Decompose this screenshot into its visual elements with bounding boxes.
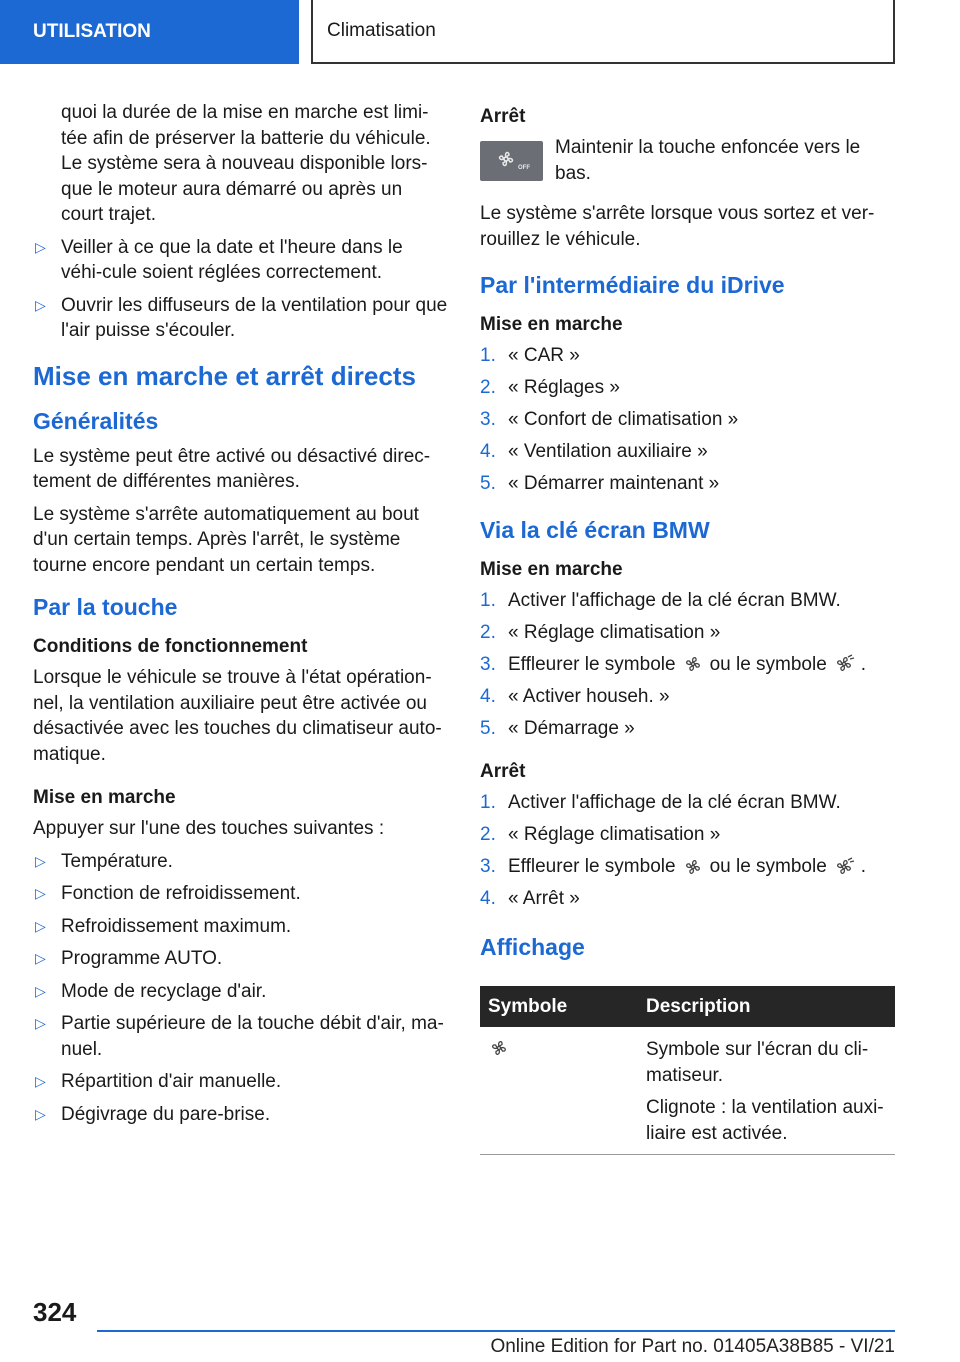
prerequisite-list [33,235,448,344]
section-heading: Mise en marche et arrêt directs [33,360,416,391]
subsection-heading-touche: Par la touche [33,594,178,620]
table-row [480,1027,895,1155]
list-item: 3. Effleurer le symbole ou le symbole . [480,856,867,877]
chapter-title: Climatisation [327,20,436,42]
column-header-description: Description [638,986,895,1028]
chapter-header [311,0,895,64]
footer-edition: Online Edition for Part no. 01405A38B85 - VI/21 [490,1336,895,1357]
triangle-bullet-icon: ▷ [35,852,46,869]
symbol-table [480,986,895,1156]
section-label: UTILISATION [33,21,151,43]
list-item: 3. « Confort de climatisation » [480,409,739,430]
heading-conditions: Conditions de fonctionnement [33,636,308,657]
triangle-bullet-icon: ▷ [35,885,46,901]
list-item: 5. « Démarrer maintenant » [480,473,720,494]
list-item: ▷ Mode de recyclage d'air. [33,979,448,1005]
subsection-heading-idrive: Par l'intermédiaire du iDrive [480,272,785,298]
list-item: 1. Activer l'affichage de la clé écran BMW. [480,792,841,813]
list-item: 2. « Réglage climatisation » [480,824,721,845]
list-item: ▷ Répartition d'air manuelle. [33,1069,448,1095]
left-column [33,100,448,1134]
fan-active-icon [833,856,855,878]
description-cell: Symbole sur l'écran du cli-matiseur. Clignote : la ventilation auxi-liaire est activée. [638,1027,895,1155]
cle-marche-steps [480,588,895,742]
list-item: ▷ Ouvrir les diffuseurs de la ventilation pour que l'air puisse s'écouler. [35,294,448,341]
triangle-bullet-icon: ▷ [35,296,46,313]
right-column [480,100,895,1155]
cle-arret-steps [480,790,895,912]
symbol-cell [480,1027,638,1155]
fan-outline-icon [682,856,704,878]
heading-cle-mise-en-marche: Mise en marche [480,558,623,580]
list-item: ▷ Veiller à ce que la date et l'heure dans le véhi-cule soient réglées correctement. [35,236,403,283]
list-item: 1. Activer l'affichage de la clé écran BMW. [480,589,841,611]
svg-text:OFF: OFF [517,165,530,171]
off-button-row [480,135,895,193]
heading-cle-arret: Arrêt [480,761,526,782]
paragraph: Le système s'arrête lorsque vous sortez et ver-rouillez le véhicule. [480,203,875,250]
table-header-row [480,986,895,1028]
fan-outline-icon [488,1037,510,1059]
ventilation-off-button-image [480,141,543,181]
heading-idrive-mise-en-marche: Mise en marche [480,314,623,335]
list-item: ▷ Programme AUTO. [33,946,448,972]
subsection-heading-cle: Via la clé écran BMW [480,516,710,543]
paragraph: Le système peut être activé ou désactivé direc-tement de différentes manières. [33,445,431,492]
triangle-bullet-icon: ▷ [35,982,46,999]
intro-paragraph: quoi la durée de la mise en marche est limi-tée afin de préserver la batterie du véhicule. Le système sera à nouveau disponible lors-que le moteur aura démarré ou après un court trajet. [61,102,431,225]
list-item: 3. Effleurer le symbole ou le symbole . [480,653,867,675]
triangle-bullet-icon: ▷ [35,917,46,934]
list-item: ▷ Partie supérieure de la touche débit d'air, ma-nuel. [35,1013,444,1060]
triangle-bullet-icon: ▷ [35,1105,46,1122]
paragraph: Appuyer sur l'une des touches suivantes : [33,818,385,839]
list-item: ▷ Refroidissement maximum. [33,914,448,940]
idrive-steps [480,343,895,497]
triangle-bullet-icon: ▷ [35,238,46,255]
list-item: 4. « Arrêt » [480,888,580,909]
column-header-symbole: Symbole [480,986,638,1028]
keys-list [33,849,448,1128]
fan-active-icon [833,653,855,675]
paragraph: Lorsque le véhicule se trouve à l'état opération-nel, la ventilation auxiliaire peut être activée ou désactivée avec les touches du climatiseur auto-matique. [33,667,442,765]
subsection-heading-affichage: Affichage [480,933,585,960]
section-tab [0,0,299,64]
list-item: 5. « Démarrage » [480,717,635,739]
footer-divider [97,1330,895,1332]
list-item: ▷ Dégivrage du pare-brise. [33,1102,448,1128]
list-item: 4. « Ventilation auxiliaire » [480,441,708,462]
list-item: 4. « Activer househ. » [480,685,670,707]
list-item: ▷ Température. [33,849,448,875]
triangle-bullet-icon: ▷ [35,1015,46,1031]
subsection-heading-general: Généralités [33,407,159,434]
list-item: 2. « Réglages » [480,377,620,398]
triangle-bullet-icon: ▷ [35,1073,46,1089]
list-item: 2. « Réglage climatisation » [480,621,721,643]
triangle-bullet-icon: ▷ [35,950,46,966]
paragraph: Maintenir la touche enfoncée vers le bas. [555,137,861,184]
heading-mise-en-marche: Mise en marche [33,787,176,808]
paragraph: Le système s'arrête automatiquement au bout d'un certain temps. Après l'arrêt, le système tourne encore pendant un certain temps. [33,503,419,576]
list-item: ▷ Fonction de refroidissement. [33,881,448,907]
fan-outline-icon [682,653,704,675]
heading-arret: Arrêt [480,106,526,127]
list-item: 1. « CAR » [480,345,580,366]
page-number: 324 [33,1297,77,1327]
fan-off-icon [492,147,532,175]
